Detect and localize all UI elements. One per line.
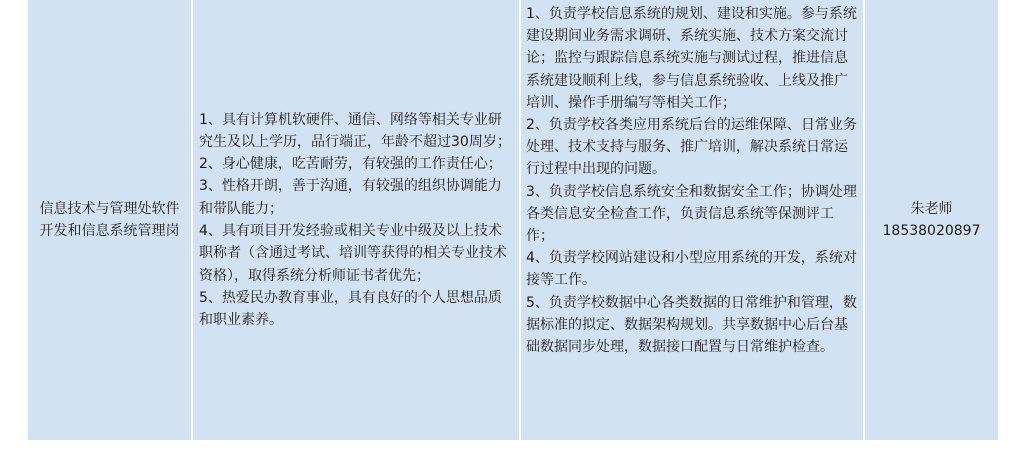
contact-phone: 18538020897 (882, 223, 981, 239)
recruitment-table (28, 0, 998, 440)
contact-name: 朱老师 (910, 201, 953, 217)
position-name: 信息技术与管理处软件开发和信息系统管理岗 (39, 201, 180, 239)
contact-cell (865, 0, 998, 440)
duties-text: 1、负责学校信息系统的规划、建设和实施。参与系统建设期间业务需求调研、系统实施、技术方案交流讨论；监控与跟踪信息系统实施与测试过程，推进信息系统建设顺利上线，参与信息系统验收、上线及推广培训、操作手册编写等相关工作； 2、负责学校各类应用系统后台的运维保障、日常业务处理、技术支持与服务、推广培训，解决系统日常运行过程中出现的问题。 3、负责学校信息系统安全和数据安全工作；协调处理各类信息安全检查工作，负责信息系统等保测评工作； 4、负责学校网站建设和小型应用系统的开发，系统对接等工作。 5、负责学校数据中心各类数据的日常维护和管理，数据标准的拟定、数据架构规划。共享数据中心后台基础数据同步处理，数据接口配置与日常维护检查。 (526, 6, 857, 356)
contact-info (883, 198, 981, 242)
requirements-cell (193, 0, 519, 440)
duties-cell (521, 0, 863, 440)
requirements-text: 1、具有计算机软硬件、通信、网络等相关专业研究生及以上学历，品行端正，年龄不超过30周岁； 2、身心健康，吃苦耐劳，有较强的工作责任心； 3、性格开朗，善于沟通，有较强的组织协调能力和带队能力； 4、具有项目开发经验或相关专业中级及以上技术职称者（含通过考试、培训等获得的相关专业技术资格），取得系统分析师证书者优先； 5、热爱民办教育事业，具有良好的个人思想品质和职业素养。 (199, 111, 511, 329)
position-cell (28, 0, 191, 440)
